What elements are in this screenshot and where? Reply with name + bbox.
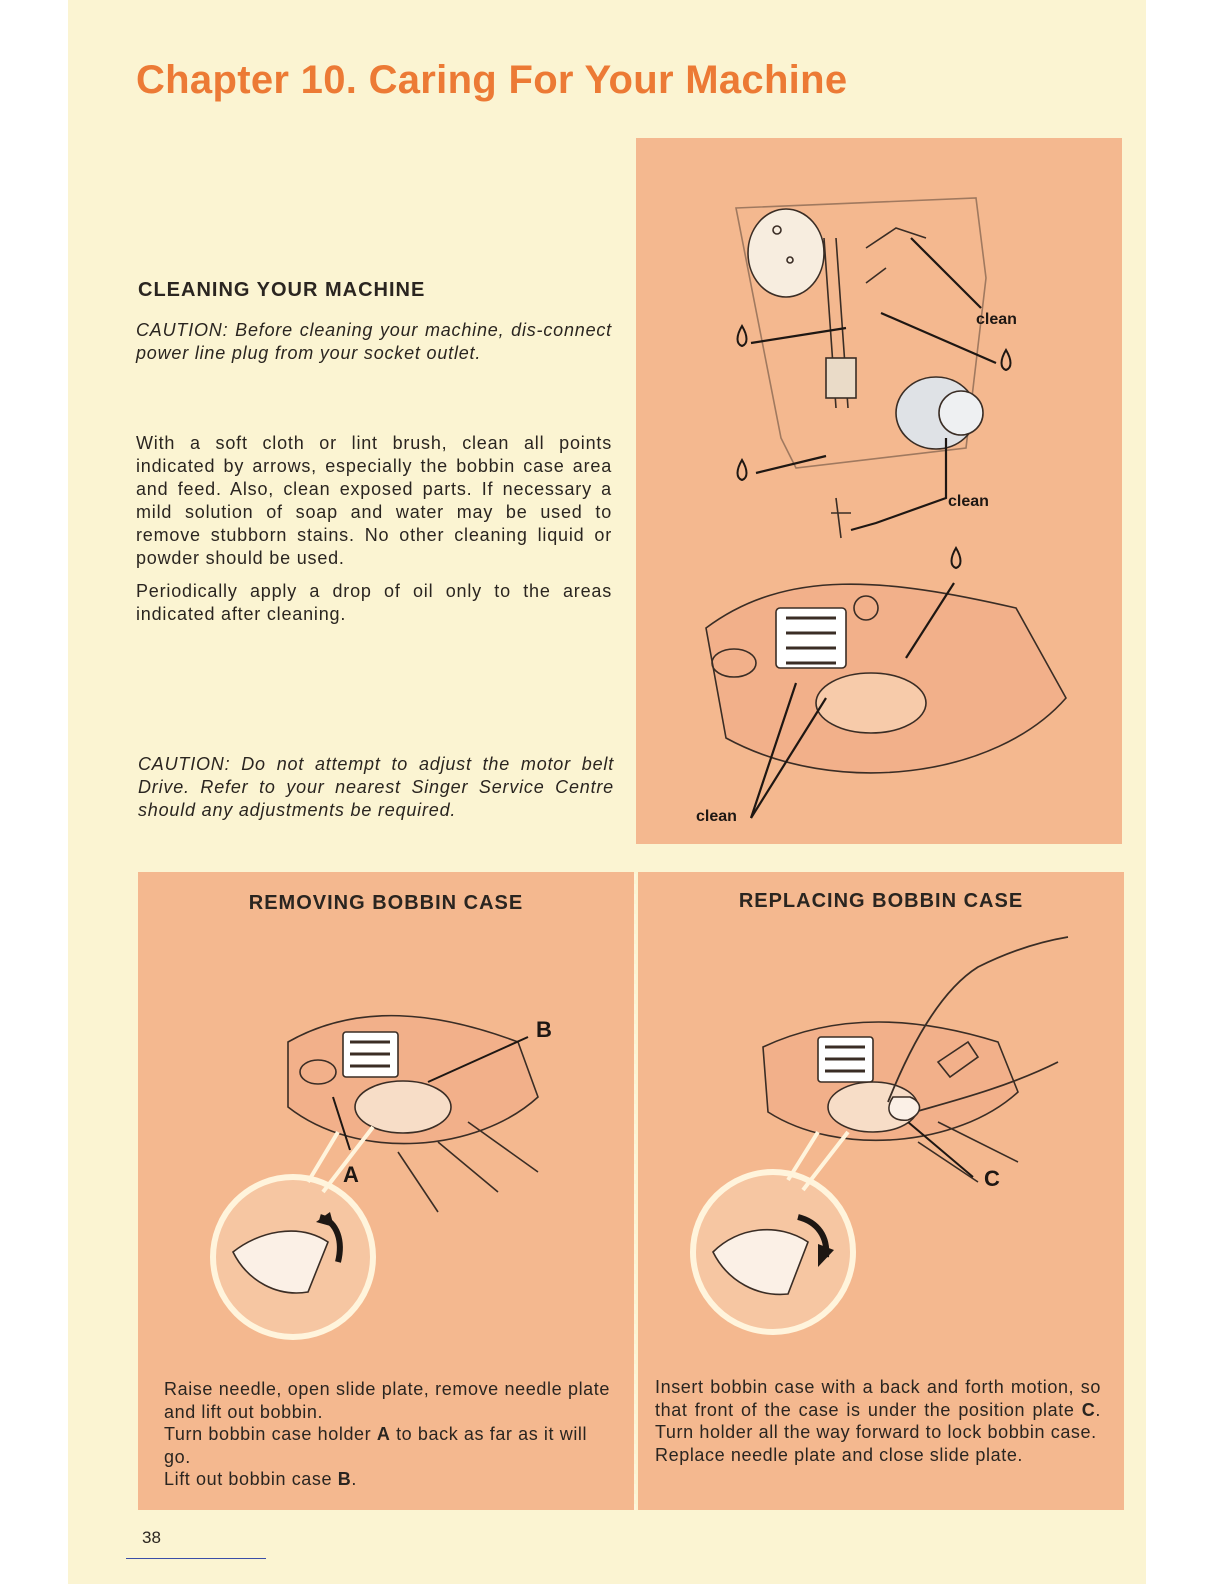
oil-paragraph: Periodically apply a drop of oil only to the areas indicated after cleaning. (136, 581, 612, 624)
removing-bobbin-panel (138, 872, 634, 1510)
replacing-instructions (655, 1376, 1101, 1466)
cleaning-instructions (136, 432, 612, 626)
page-number: 38 (142, 1528, 161, 1547)
oil-drop-icon (952, 548, 961, 568)
removing-step-3: Lift out bobbin case B. (164, 1469, 357, 1489)
clean-label-lower: clean (696, 808, 737, 825)
clean-label-middle: clean (948, 493, 989, 510)
chapter-title: Chapter 10. Caring For Your Machine (136, 58, 848, 102)
label-b: B (536, 1017, 552, 1042)
caution-power-plug: CAUTION: Before cleaning your machine, dis-connect power line plug from your socket outlet. (136, 320, 612, 363)
cleaning-heading: CLEANING YOUR MACHINE (138, 279, 426, 301)
cleaning-points-figure (636, 138, 1122, 844)
caution-motor-belt: CAUTION: Do not attempt to adjust the motor belt Drive. Refer to your nearest Singer Service Centre should any adjustments be required. (138, 754, 614, 820)
replacing-heading: REPLACING BOBBIN CASE (738, 890, 1024, 912)
replacing-step-1: Insert bobbin case with a back and forth motion, so that front of the case is under the position plate C. Turn holder all the way forward to lock bobbin case. (655, 1377, 1101, 1442)
removing-bobbin-illustration (138, 922, 634, 1402)
sewing-machine-illustration (636, 138, 1122, 844)
cleaning-paragraph: With a soft cloth or lint brush, clean all points indicated by arrows, especially the bobbin case area and feed. Also, clean exposed parts. If necessary a mild solution of soap and water may be used to remove stubborn stains. No other cleaning liquid or powder should be used. (136, 433, 612, 568)
footer-line (126, 1558, 266, 1559)
removing-heading: REMOVING BOBBIN CASE (248, 892, 524, 914)
removing-instructions (164, 1378, 610, 1491)
oil-drop-icon (1002, 350, 1011, 370)
replacing-step-2: Replace needle plate and close slide plate. (655, 1444, 1024, 1465)
replacing-bobbin-illustration (638, 922, 1124, 1402)
label-a: A (343, 1162, 359, 1187)
panel-divider (634, 874, 636, 1510)
oil-drop-icon (738, 326, 747, 346)
removing-step-1: Raise needle, open slide plate, remove needle plate and lift out bobbin. (164, 1379, 610, 1422)
clean-label-upper: clean (976, 311, 1017, 328)
removing-step-2: Turn bobbin case holder A to back as far as it will go. (164, 1424, 588, 1467)
oil-drop-icon (738, 460, 747, 480)
label-c: C (984, 1166, 1000, 1191)
replacing-bobbin-panel (638, 872, 1124, 1510)
